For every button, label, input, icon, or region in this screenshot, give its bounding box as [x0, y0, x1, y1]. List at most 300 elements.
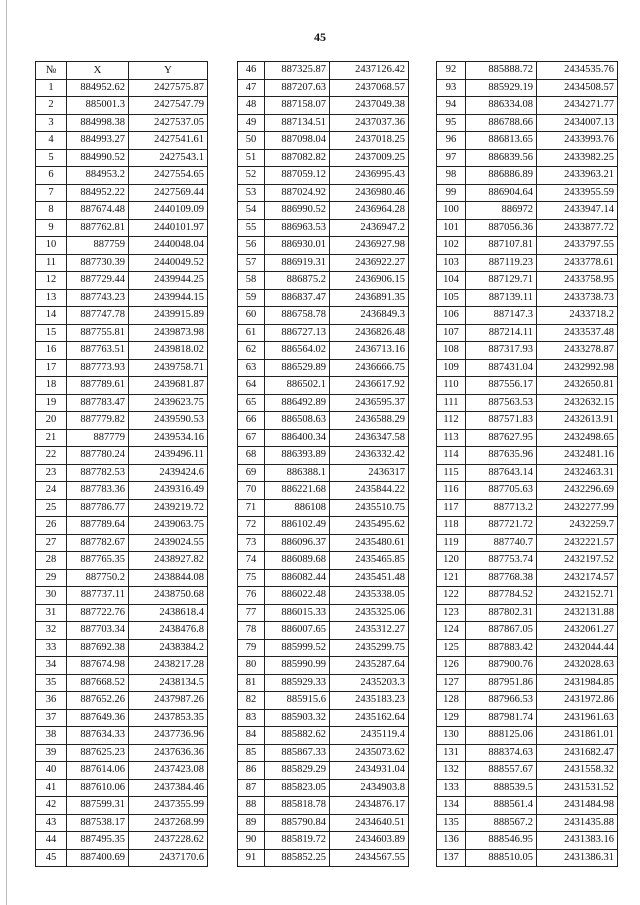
- table-row: [437, 674, 618, 692]
- point-number-cell: 39: [36, 744, 67, 762]
- table-row: [238, 674, 409, 692]
- point-number-cell: 57: [238, 254, 265, 272]
- y-coordinate-cell: 2436995.43: [330, 167, 409, 185]
- point-number-cell: 77: [238, 604, 265, 622]
- point-number-cell: 8: [36, 202, 67, 220]
- x-coordinate-cell: 887740.7: [466, 534, 537, 552]
- x-coordinate-cell: 886837.47: [265, 289, 330, 307]
- x-coordinate-cell: 887643.14: [466, 464, 537, 482]
- table-row: [36, 254, 208, 272]
- y-coordinate-cell: 2437268.99: [129, 814, 208, 832]
- table-row: [437, 289, 618, 307]
- x-coordinate-cell: 888567.2: [466, 814, 537, 832]
- table-row: [36, 832, 208, 850]
- x-coordinate-cell: 886813.65: [466, 132, 537, 150]
- table-row: [437, 727, 618, 745]
- table-row: [437, 272, 618, 290]
- x-coordinate-cell: 887627.95: [466, 429, 537, 447]
- point-number-cell: 29: [36, 569, 67, 587]
- point-number-cell: 15: [36, 324, 67, 342]
- table-row: [238, 342, 409, 360]
- point-number-cell: 48: [238, 97, 265, 115]
- x-coordinate-cell: 885999.52: [265, 639, 330, 657]
- y-coordinate-cell: 2434640.51: [330, 814, 409, 832]
- point-number-cell: 111: [437, 394, 466, 412]
- point-number-cell: 136: [437, 832, 466, 850]
- point-number-cell: 46: [238, 62, 265, 80]
- point-number-cell: 82: [238, 692, 265, 710]
- point-number-cell: 105: [437, 289, 466, 307]
- point-number-cell: 67: [238, 429, 265, 447]
- y-coordinate-cell: 2436922.27: [330, 254, 409, 272]
- y-coordinate-cell: 2435451.48: [330, 569, 409, 587]
- x-coordinate-cell: 884998.38: [67, 114, 129, 132]
- x-coordinate-cell: 887538.17: [67, 814, 129, 832]
- y-coordinate-cell: 2431861.01: [537, 727, 618, 745]
- x-coordinate-cell: 886393.89: [265, 447, 330, 465]
- x-coordinate-cell: 887214.11: [466, 324, 537, 342]
- point-number-cell: 50: [238, 132, 265, 150]
- x-coordinate-cell: 887134.51: [265, 114, 330, 132]
- point-number-cell: 78: [238, 622, 265, 640]
- x-coordinate-cell: 887900.76: [466, 657, 537, 675]
- y-coordinate-cell: 2432044.44: [537, 639, 618, 657]
- table-row: [437, 149, 618, 167]
- x-coordinate-cell: 887317.93: [466, 342, 537, 360]
- point-number-cell: 34: [36, 657, 67, 675]
- table-row: [238, 307, 409, 325]
- table-row: [36, 79, 208, 97]
- table-row: [437, 79, 618, 97]
- y-coordinate-cell: 2439590.53: [129, 412, 208, 430]
- x-coordinate-cell: 886102.49: [265, 517, 330, 535]
- x-coordinate-cell: 887674.48: [67, 202, 129, 220]
- table-row: [437, 797, 618, 815]
- table-row: [238, 324, 409, 342]
- table-row: [238, 429, 409, 447]
- table-row: [437, 552, 618, 570]
- x-coordinate-cell: 885823.05: [265, 779, 330, 797]
- y-coordinate-cell: 2431383.16: [537, 832, 618, 850]
- y-coordinate-cell: 2437126.42: [330, 62, 409, 80]
- table-row: [437, 167, 618, 185]
- x-coordinate-cell: 887789.64: [67, 517, 129, 535]
- table-row: [36, 342, 208, 360]
- x-coordinate-cell: 887625.23: [67, 744, 129, 762]
- table-row: [437, 499, 618, 517]
- table-row: [238, 517, 409, 535]
- point-number-cell: 97: [437, 149, 466, 167]
- y-coordinate-cell: 2439944.25: [129, 272, 208, 290]
- point-number-cell: 84: [238, 727, 265, 745]
- point-number-cell: 126: [437, 657, 466, 675]
- table-row: [437, 604, 618, 622]
- table-row: [437, 114, 618, 132]
- x-coordinate-cell: 885852.25: [265, 849, 330, 867]
- point-number-cell: 116: [437, 482, 466, 500]
- x-coordinate-cell: 886963.53: [265, 219, 330, 237]
- table-row: [36, 639, 208, 657]
- y-coordinate-cell: 2433947.14: [537, 202, 618, 220]
- point-number-cell: 132: [437, 762, 466, 780]
- y-coordinate-cell: 2434508.57: [537, 79, 618, 97]
- table-row: [238, 744, 409, 762]
- table-row: [238, 447, 409, 465]
- x-coordinate-cell: 888557.67: [466, 762, 537, 780]
- x-coordinate-cell: 887730.39: [67, 254, 129, 272]
- x-coordinate-cell: 886529.89: [265, 359, 330, 377]
- point-number-cell: 13: [36, 289, 67, 307]
- y-coordinate-cell: 2440048.04: [129, 237, 208, 255]
- table-header-row: [36, 62, 208, 80]
- point-number-cell: 33: [36, 639, 67, 657]
- point-number-cell: 117: [437, 499, 466, 517]
- x-coordinate-cell: 886221.68: [265, 482, 330, 500]
- point-number-cell: 45: [36, 849, 67, 867]
- table-row: [238, 132, 409, 150]
- x-coordinate-cell: 886886.89: [466, 167, 537, 185]
- point-number-cell: 56: [238, 237, 265, 255]
- x-coordinate-cell: 886839.56: [466, 149, 537, 167]
- point-number-cell: 131: [437, 744, 466, 762]
- table-row: [36, 482, 208, 500]
- y-coordinate-cell: 2437423.08: [129, 762, 208, 780]
- point-number-cell: 27: [36, 534, 67, 552]
- x-coordinate-cell: 885829.29: [265, 762, 330, 780]
- point-number-cell: 10: [36, 237, 67, 255]
- point-number-cell: 76: [238, 587, 265, 605]
- table-row: [238, 377, 409, 395]
- point-number-cell: 2: [36, 97, 67, 115]
- table-row: [238, 727, 409, 745]
- point-number-cell: 93: [437, 79, 466, 97]
- table-row: [238, 202, 409, 220]
- y-coordinate-cell: 2439063.75: [129, 517, 208, 535]
- y-coordinate-cell: 2439024.55: [129, 534, 208, 552]
- x-coordinate-cell: 885819.72: [265, 832, 330, 850]
- x-coordinate-cell: 887789.61: [67, 377, 129, 395]
- x-coordinate-cell: 887705.63: [466, 482, 537, 500]
- table-row: [437, 814, 618, 832]
- table-row: [36, 167, 208, 185]
- point-number-cell: 37: [36, 709, 67, 727]
- point-number-cell: 68: [238, 447, 265, 465]
- y-coordinate-cell: 2437018.25: [330, 132, 409, 150]
- y-coordinate-cell: 2435287.64: [330, 657, 409, 675]
- x-coordinate-cell: 885001.3: [67, 97, 129, 115]
- table-row: [238, 534, 409, 552]
- table-row: [238, 149, 409, 167]
- point-number-cell: 42: [36, 797, 67, 815]
- y-coordinate-cell: 2427575.87: [129, 79, 208, 97]
- y-coordinate-cell: 2436964.28: [330, 202, 409, 220]
- y-coordinate-cell: 2437384.46: [129, 779, 208, 797]
- x-coordinate-cell: 888125.06: [466, 727, 537, 745]
- x-coordinate-cell: 886015.33: [265, 604, 330, 622]
- x-coordinate-cell: 887610.06: [67, 779, 129, 797]
- point-number-cell: 5: [36, 149, 67, 167]
- x-coordinate-cell: 886508.63: [265, 412, 330, 430]
- x-coordinate-cell: 886007.65: [265, 622, 330, 640]
- table-row: [437, 412, 618, 430]
- table-row: [437, 307, 618, 325]
- point-number-cell: 109: [437, 359, 466, 377]
- table-row: [238, 219, 409, 237]
- y-coordinate-cell: 2436927.98: [330, 237, 409, 255]
- y-coordinate-cell: 2438927.82: [129, 552, 208, 570]
- y-coordinate-cell: 2436666.75: [330, 359, 409, 377]
- y-coordinate-cell: 2438618.4: [129, 604, 208, 622]
- point-number-cell: 74: [238, 552, 265, 570]
- table-row: [238, 97, 409, 115]
- x-coordinate-cell: 886400.34: [265, 429, 330, 447]
- x-coordinate-cell: 887692.38: [67, 639, 129, 657]
- point-number-cell: 44: [36, 832, 67, 850]
- point-number-cell: 35: [36, 674, 67, 692]
- table-row: [36, 779, 208, 797]
- point-number-cell: 94: [437, 97, 466, 115]
- x-coordinate-cell: 886492.89: [265, 394, 330, 412]
- point-number-cell: 59: [238, 289, 265, 307]
- x-coordinate-cell: 887635.96: [466, 447, 537, 465]
- y-coordinate-cell: 2432992.98: [537, 359, 618, 377]
- point-number-cell: 1: [36, 79, 67, 97]
- table-row: [437, 254, 618, 272]
- table-row: [36, 412, 208, 430]
- table-row: [437, 202, 618, 220]
- x-coordinate-cell: 887783.47: [67, 394, 129, 412]
- x-coordinate-cell: 887668.52: [67, 674, 129, 692]
- x-coordinate-cell: 887768.38: [466, 569, 537, 587]
- point-number-cell: 49: [238, 114, 265, 132]
- point-number-cell: 107: [437, 324, 466, 342]
- x-coordinate-cell: 887107.81: [466, 237, 537, 255]
- point-number-cell: 124: [437, 622, 466, 640]
- table-row: [437, 534, 618, 552]
- y-coordinate-cell: 2431961.63: [537, 709, 618, 727]
- x-coordinate-cell: 887966.53: [466, 692, 537, 710]
- y-coordinate-cell: 2436617.92: [330, 377, 409, 395]
- point-number-cell: 91: [238, 849, 265, 867]
- table-row: [36, 202, 208, 220]
- y-coordinate-cell: 2438476.8: [129, 622, 208, 640]
- y-coordinate-cell: 2440109.09: [129, 202, 208, 220]
- x-coordinate-cell: 887556.17: [466, 377, 537, 395]
- table-row: [36, 184, 208, 202]
- table-row: [437, 219, 618, 237]
- point-number-cell: 25: [36, 499, 67, 517]
- y-coordinate-cell: 2435325.06: [330, 604, 409, 622]
- y-coordinate-cell: 2435480.61: [330, 534, 409, 552]
- point-number-cell: 55: [238, 219, 265, 237]
- y-coordinate-cell: 2435510.75: [330, 499, 409, 517]
- table-row: [238, 237, 409, 255]
- point-number-cell: 9: [36, 219, 67, 237]
- y-coordinate-cell: 2435844.22: [330, 482, 409, 500]
- x-coordinate-cell: 887098.04: [265, 132, 330, 150]
- y-coordinate-cell: 2434007.13: [537, 114, 618, 132]
- table-row: [238, 272, 409, 290]
- y-coordinate-cell: 2433718.2: [537, 307, 618, 325]
- table-row: [437, 832, 618, 850]
- table-row: [238, 762, 409, 780]
- point-number-cell: 87: [238, 779, 265, 797]
- point-number-cell: 137: [437, 849, 466, 867]
- y-coordinate-cell: 2437636.36: [129, 744, 208, 762]
- x-coordinate-cell: 886096.37: [265, 534, 330, 552]
- point-number-cell: 135: [437, 814, 466, 832]
- table-row: [36, 97, 208, 115]
- y-coordinate-cell: 2433982.25: [537, 149, 618, 167]
- table-row: [36, 552, 208, 570]
- x-coordinate-cell: 886990.52: [265, 202, 330, 220]
- point-number-cell: 120: [437, 552, 466, 570]
- table-row: [437, 324, 618, 342]
- point-number-cell: 38: [36, 727, 67, 745]
- point-number-cell: 108: [437, 342, 466, 360]
- x-coordinate-cell: 888546.95: [466, 832, 537, 850]
- x-coordinate-cell: 887056.36: [466, 219, 537, 237]
- x-coordinate-cell: 886727.13: [265, 324, 330, 342]
- table-row: [36, 114, 208, 132]
- point-number-cell: 36: [36, 692, 67, 710]
- y-coordinate-cell: 2437987.26: [129, 692, 208, 710]
- y-coordinate-cell: 2438217.28: [129, 657, 208, 675]
- x-coordinate-cell: 885818.78: [265, 797, 330, 815]
- point-number-cell: 47: [238, 79, 265, 97]
- y-coordinate-cell: 2427541.61: [129, 132, 208, 150]
- y-coordinate-cell: 2432463.31: [537, 464, 618, 482]
- x-coordinate-cell: 885888.72: [466, 62, 537, 80]
- x-coordinate-cell: 885867.33: [265, 744, 330, 762]
- table-row: [238, 289, 409, 307]
- x-coordinate-cell: 884953.2: [67, 167, 129, 185]
- table-row: [238, 394, 409, 412]
- y-coordinate-cell: 2437049.38: [330, 97, 409, 115]
- x-coordinate-cell: 885990.99: [265, 657, 330, 675]
- point-number-cell: 85: [238, 744, 265, 762]
- coordinates-table-2: [237, 61, 409, 867]
- point-number-cell: 115: [437, 464, 466, 482]
- y-coordinate-cell: 2432221.57: [537, 534, 618, 552]
- table-row: [238, 359, 409, 377]
- point-number-cell: 30: [36, 587, 67, 605]
- point-number-cell: 66: [238, 412, 265, 430]
- y-coordinate-cell: 2427554.65: [129, 167, 208, 185]
- x-coordinate-cell: 886089.68: [265, 552, 330, 570]
- table-row: [36, 517, 208, 535]
- table-row: [238, 499, 409, 517]
- table-row: [437, 587, 618, 605]
- table-row: [437, 744, 618, 762]
- x-coordinate-cell: 888561.4: [466, 797, 537, 815]
- x-coordinate-cell: 888510.05: [466, 849, 537, 867]
- table-row: [437, 762, 618, 780]
- x-coordinate-cell: 886388.1: [265, 464, 330, 482]
- x-coordinate-cell: 887737.11: [67, 587, 129, 605]
- x-coordinate-cell: 887763.51: [67, 342, 129, 360]
- point-number-cell: 75: [238, 569, 265, 587]
- y-coordinate-cell: 2432259.7: [537, 517, 618, 535]
- point-number-cell: 23: [36, 464, 67, 482]
- table-row: [36, 394, 208, 412]
- page-edge-line: [6, 0, 7, 905]
- table-row: [437, 447, 618, 465]
- x-coordinate-cell: 887147.3: [466, 307, 537, 325]
- x-coordinate-cell: 887082.82: [265, 149, 330, 167]
- table-row: [36, 692, 208, 710]
- point-number-cell: 12: [36, 272, 67, 290]
- table-row: [437, 569, 618, 587]
- coordinates-table-1: [35, 61, 208, 867]
- x-coordinate-cell: 887129.71: [466, 272, 537, 290]
- y-coordinate-cell: 2427547.79: [129, 97, 208, 115]
- x-coordinate-cell: 888539.5: [466, 779, 537, 797]
- x-coordinate-cell: 886564.02: [265, 342, 330, 360]
- y-coordinate-cell: 2437228.62: [129, 832, 208, 850]
- y-coordinate-cell: 2439915.89: [129, 307, 208, 325]
- point-number-cell: 98: [437, 167, 466, 185]
- point-number-cell: 64: [238, 377, 265, 395]
- x-coordinate-cell: 887755.81: [67, 324, 129, 342]
- point-number-cell: 86: [238, 762, 265, 780]
- y-coordinate-cell: 2427569.44: [129, 184, 208, 202]
- table-row: [36, 762, 208, 780]
- point-number-cell: 100: [437, 202, 466, 220]
- point-number-cell: 134: [437, 797, 466, 815]
- point-number-cell: 65: [238, 394, 265, 412]
- table-row: [36, 569, 208, 587]
- x-coordinate-cell: 887883.42: [466, 639, 537, 657]
- x-coordinate-cell: 887599.31: [67, 797, 129, 815]
- y-coordinate-cell: 2431558.32: [537, 762, 618, 780]
- header-x: X: [67, 62, 129, 80]
- y-coordinate-cell: 2432174.57: [537, 569, 618, 587]
- point-number-cell: 70: [238, 482, 265, 500]
- y-coordinate-cell: 2431435.88: [537, 814, 618, 832]
- point-number-cell: 26: [36, 517, 67, 535]
- y-coordinate-cell: 2437170.6: [129, 849, 208, 867]
- point-number-cell: 7: [36, 184, 67, 202]
- point-number-cell: 69: [238, 464, 265, 482]
- x-coordinate-cell: 887759: [67, 237, 129, 255]
- y-coordinate-cell: 2437736.96: [129, 727, 208, 745]
- table-row: [437, 482, 618, 500]
- table-row: [36, 727, 208, 745]
- point-number-cell: 24: [36, 482, 67, 500]
- table-row: [238, 849, 409, 867]
- point-number-cell: 88: [238, 797, 265, 815]
- table-row: [238, 797, 409, 815]
- x-coordinate-cell: 884993.27: [67, 132, 129, 150]
- x-coordinate-cell: 885929.33: [265, 674, 330, 692]
- point-number-cell: 133: [437, 779, 466, 797]
- point-number-cell: 11: [36, 254, 67, 272]
- table-row: [238, 692, 409, 710]
- x-coordinate-cell: 884990.52: [67, 149, 129, 167]
- table-row: [238, 709, 409, 727]
- table-row: [238, 604, 409, 622]
- point-number-cell: 28: [36, 552, 67, 570]
- table-row: [36, 132, 208, 150]
- x-coordinate-cell: 886334.08: [466, 97, 537, 115]
- x-coordinate-cell: 885903.32: [265, 709, 330, 727]
- table-row: [238, 464, 409, 482]
- table-row: [238, 254, 409, 272]
- x-coordinate-cell: 887750.2: [67, 569, 129, 587]
- x-coordinate-cell: 886758.78: [265, 307, 330, 325]
- x-coordinate-cell: 884952.22: [67, 184, 129, 202]
